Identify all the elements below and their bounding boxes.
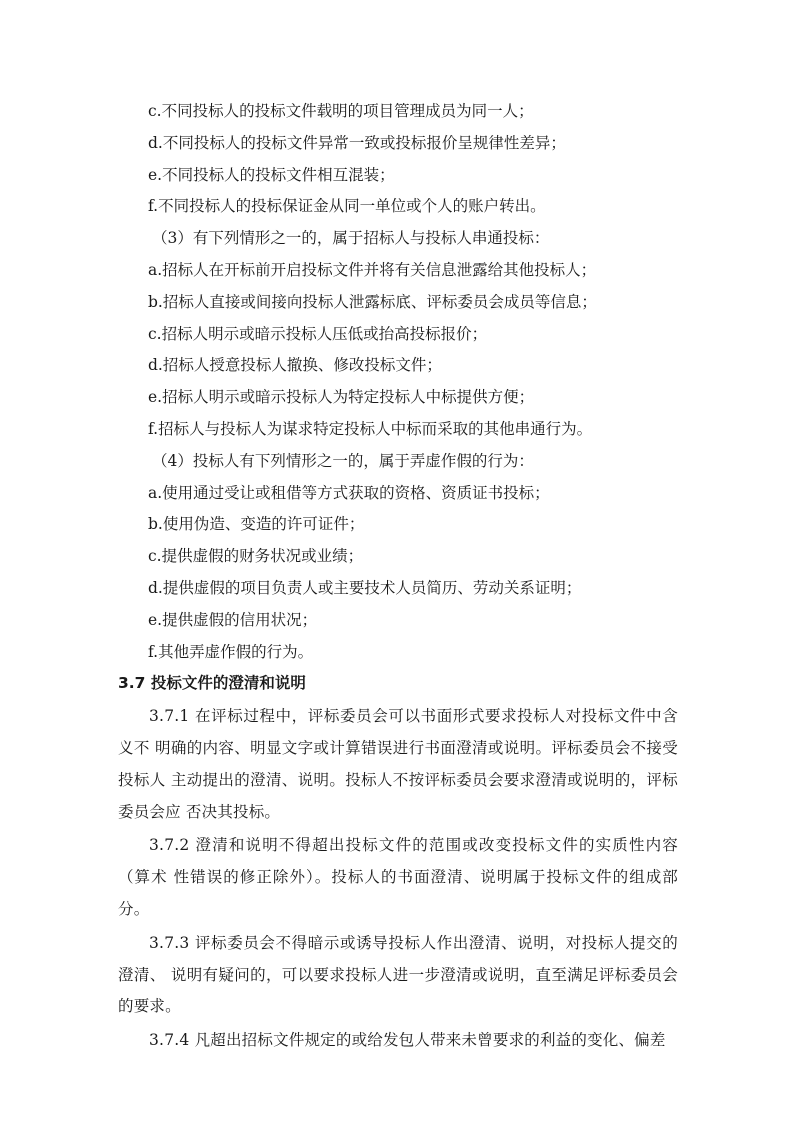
list-item: d.不同投标人的投标文件异常一致或投标报价呈规律性差异； xyxy=(148,133,566,152)
paragraph: 3.7.1 在评标过程中，评标委员会可以书面形式要求投标人对投标文件中含义不 明确的内容、明显文字或计算错误进行书面澄清或说明。评标委员会不接受投标人 主动提出的澄清、说明。投标人不按评标委员会要求澄清或说明的，评标委员会应 否决其投标。 xyxy=(118,707,678,821)
paragraph: 3.7.3 评标委员会不得暗示或诱导投标人作出澄清、说明，对投标人提交的澄清、 说明有疑问的，可以要求投标人进一步澄清或说明，直至满足评标委员会的要求。 xyxy=(118,933,678,1016)
sub-clause-heading: （3）有下列情形之一的，属于招标人与投标人串通投标： xyxy=(152,229,550,248)
list-item: c.提供虚假的财务状况或业绩； xyxy=(148,547,364,566)
list-item: c.招标人明示或暗示投标人压低或抬高投标报价； xyxy=(148,324,488,343)
list-item: e.不同投标人的投标文件相互混装； xyxy=(148,165,395,184)
paragraph: 3.7.4 凡超出招标文件规定的或给发包人带来未曾要求的利益的变化、偏差 xyxy=(149,1031,666,1050)
list-item: f.不同投标人的投标保证金从同一单位或个人的账户转出。 xyxy=(148,197,546,216)
section-heading: 3.7 投标文件的澄清和说明 xyxy=(118,674,306,693)
list-item: a.使用通过受让或租借等方式获取的资格、资质证书投标； xyxy=(148,483,550,502)
list-item: f.其他弄虚作假的行为。 xyxy=(148,642,314,661)
list-item: d.招标人授意投标人撤换、修改投标文件； xyxy=(148,356,442,375)
list-item: c.不同投标人的投标文件载明的项目管理成员为同一人； xyxy=(148,102,534,120)
paragraph: 3.7.2 澄清和说明不得超出投标文件的范围或改变投标文件的实质性内容（算术 性错误的修正除外）。投标人的书面澄清、说明属于投标文件的组成部分。 xyxy=(118,836,678,918)
page-content xyxy=(118,97,678,1057)
list-item: f.招标人与投标人为谋求特定投标人中标而采取的其他串通行为。 xyxy=(148,419,593,438)
list-item: d.提供虚假的项目负责人或主要技术人员简历、劳动关系证明； xyxy=(148,578,582,597)
sub-clause-heading: （4）投标人有下列情形之一的，属于弄虚作假的行为： xyxy=(152,451,534,470)
list-item: a.招标人在开标前开启投标文件并将有关信息泄露给其他投标人； xyxy=(148,260,597,279)
list-item: b.招标人直接或间接向投标人泄露标底、评标委员会成员等信息； xyxy=(148,292,597,311)
list-item: e.招标人明示或暗示投标人为特定投标人中标提供方便； xyxy=(148,388,535,407)
list-item: e.提供虚假的信用状况； xyxy=(148,610,318,629)
list-item: b.使用伪造、变造的许可证件； xyxy=(148,515,365,534)
